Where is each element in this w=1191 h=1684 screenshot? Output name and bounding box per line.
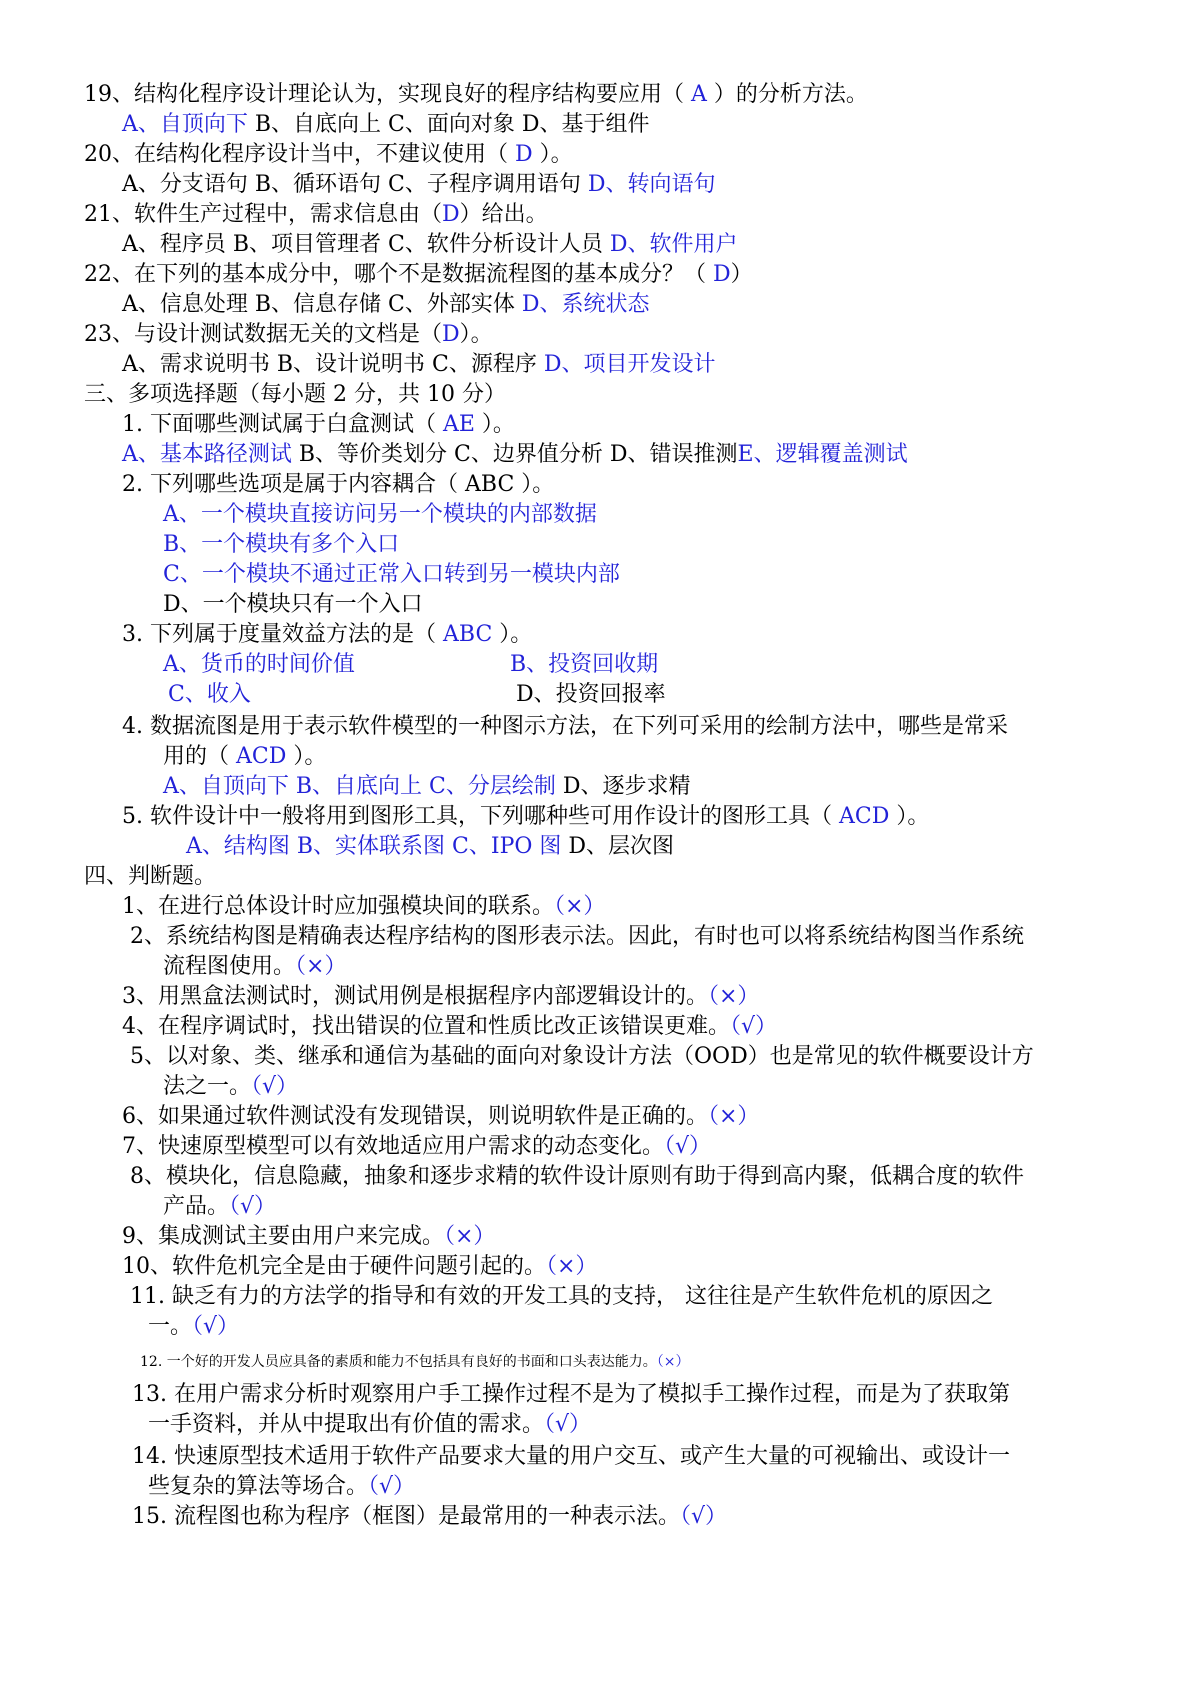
tf-item-5-cont: 法之一。（√） [163,1074,299,1099]
options-19: A、自顶向下 B、自底向上 C、面向对象 D、基于组件 [122,112,650,137]
tf-item-3: 3、用黑盒法测试时，测试用例是根据程序内部逻辑设计的。（×） [122,984,760,1009]
mc-options-1: A、基本路径测试 B、等价类划分 C、边界值分析 D、错误推测E、逻辑覆盖测试 [122,442,908,467]
question-22: 22、在下列的基本成分中，哪个不是数据流程图的基本成分？（ D） [84,262,753,287]
mc-option-3c: C、收入 [168,682,251,707]
mc-question-1: 1. 下面哪些测试属于白盒测试（ AE ）。 [122,412,515,437]
question-20: 20、在结构化程序设计当中，不建议使用（ D ）。 [84,142,573,167]
tf-item-2-cont: 流程图使用。（×） [163,954,347,979]
tf-item-13-cont: 一手资料，并从中提取出有价值的需求。（√） [148,1412,592,1437]
tf-item-2: 2、系统结构图是精确表达程序结构的图形表示法。因此，有时也可以将系统结构图当作系统 [130,924,1025,949]
tf-item-9: 9、集成测试主要由用户来完成。（×） [122,1224,496,1249]
question-19: 19、结构化程序设计理论认为，实现良好的程序结构要应用（ A ）的分析方法。 [84,82,868,107]
mc-question-4: 4. 数据流图是用于表示软件模型的一种图示方法，在下列可采用的绘制方法中，哪些是常采 [122,714,1008,739]
options-20: A、分支语句 B、循环语句 C、子程序调用语句 D、转向语句 [122,172,716,197]
mc-question-3: 3. 下列属于度量效益方法的是（ ABC ）。 [122,622,533,647]
tf-item-11: 11. 缺乏有力的方法学的指导和有效的开发工具的支持， 这往往是产生软件危机的原因之 [130,1284,993,1309]
tf-item-1: 1、在进行总体设计时应加强模块间的联系。（×） [122,894,606,919]
mc-option-3d: D、投资回报率 [516,682,666,707]
tf-item-15: 15. 流程图也称为程序（框图）是最常用的一种表示法。（√） [132,1504,728,1529]
mc-option-3a: A、货币的时间价值 [163,652,355,677]
section-heading-true-false: 四、判断题。 [84,864,217,889]
tf-item-12: 12. 一个好的开发人员应具备的素质和能力不包括具有良好的书面和口头表达能力。（×） [140,1354,690,1370]
mc-option-2d: D、一个模块只有一个入口 [163,592,423,617]
mc-option-2a: A、一个模块直接访问另一个模块的内部数据 [163,502,597,527]
tf-item-14-cont: 些复杂的算法等场合。（√） [148,1474,416,1499]
question-21: 21、软件生产过程中，需求信息由（D）给出。 [84,202,548,227]
mc-option-3b: B、投资回收期 [510,652,659,677]
options-23: A、需求说明书 B、设计说明书 C、源程序 D、项目开发设计 [122,352,716,377]
section-heading-multiple-choice: 三、多项选择题（每小题 2 分，共 10 分） [84,382,506,407]
tf-item-10: 10、软件危机完全是由于硬件问题引起的。（×） [122,1254,598,1279]
tf-item-13: 13. 在用户需求分析时观察用户手工操作过程不是为了模拟手工操作过程，而是为了获取第 [132,1382,1010,1407]
mc-question-4-cont: 用的（ ACD ）。 [163,744,327,769]
tf-item-8-cont: 产品。（√） [163,1194,277,1219]
mc-question-2: 2. 下列哪些选项是属于内容耦合（ ABC ）。 [122,472,555,497]
mc-option-2c: C、一个模块不通过正常入口转到另一模块内部 [163,562,620,587]
tf-item-5: 5、以对象、类、继承和通信为基础的面向对象设计方法（OOD）也是常见的软件概要设计方 [130,1044,1034,1069]
tf-item-4: 4、在程序调试时，找出错误的位置和性质比改正该错误更难。（√） [122,1014,778,1039]
tf-item-8: 8、模块化，信息隐藏，抽象和逐步求精的软件设计原则有助于得到高内聚，低耦合度的软件 [130,1164,1025,1189]
question-23: 23、与设计测试数据无关的文档是（D）。 [84,322,493,347]
tf-item-7: 7、快速原型模型可以有效地适应用户需求的动态变化。（√） [122,1134,712,1159]
tf-item-6: 6、如果通过软件测试没有发现错误，则说明软件是正确的。（×） [122,1104,760,1129]
mc-question-5: 5. 软件设计中一般将用到图形工具，下列哪种些可用作设计的图形工具（ ACD ）。 [122,804,930,829]
tf-item-14: 14. 快速原型技术适用于软件产品要求大量的用户交互、或产生大量的可视输出、或设计一 [132,1444,1010,1469]
mc-options-4: A、自顶向下 B、自底向上 C、分层绘制 D、逐步求精 [163,774,691,799]
mc-option-2b: B、一个模块有多个入口 [163,532,400,557]
mc-options-5: A、结构图 B、实体联系图 C、IPO 图 D、层次图 [186,834,675,859]
options-21: A、程序员 B、项目管理者 C、软件分析设计人员 D、软件用户 [122,232,738,257]
options-22: A、信息处理 B、信息存储 C、外部实体 D、系统状态 [122,292,650,317]
tf-item-11-cont: 一。（√） [148,1314,240,1339]
